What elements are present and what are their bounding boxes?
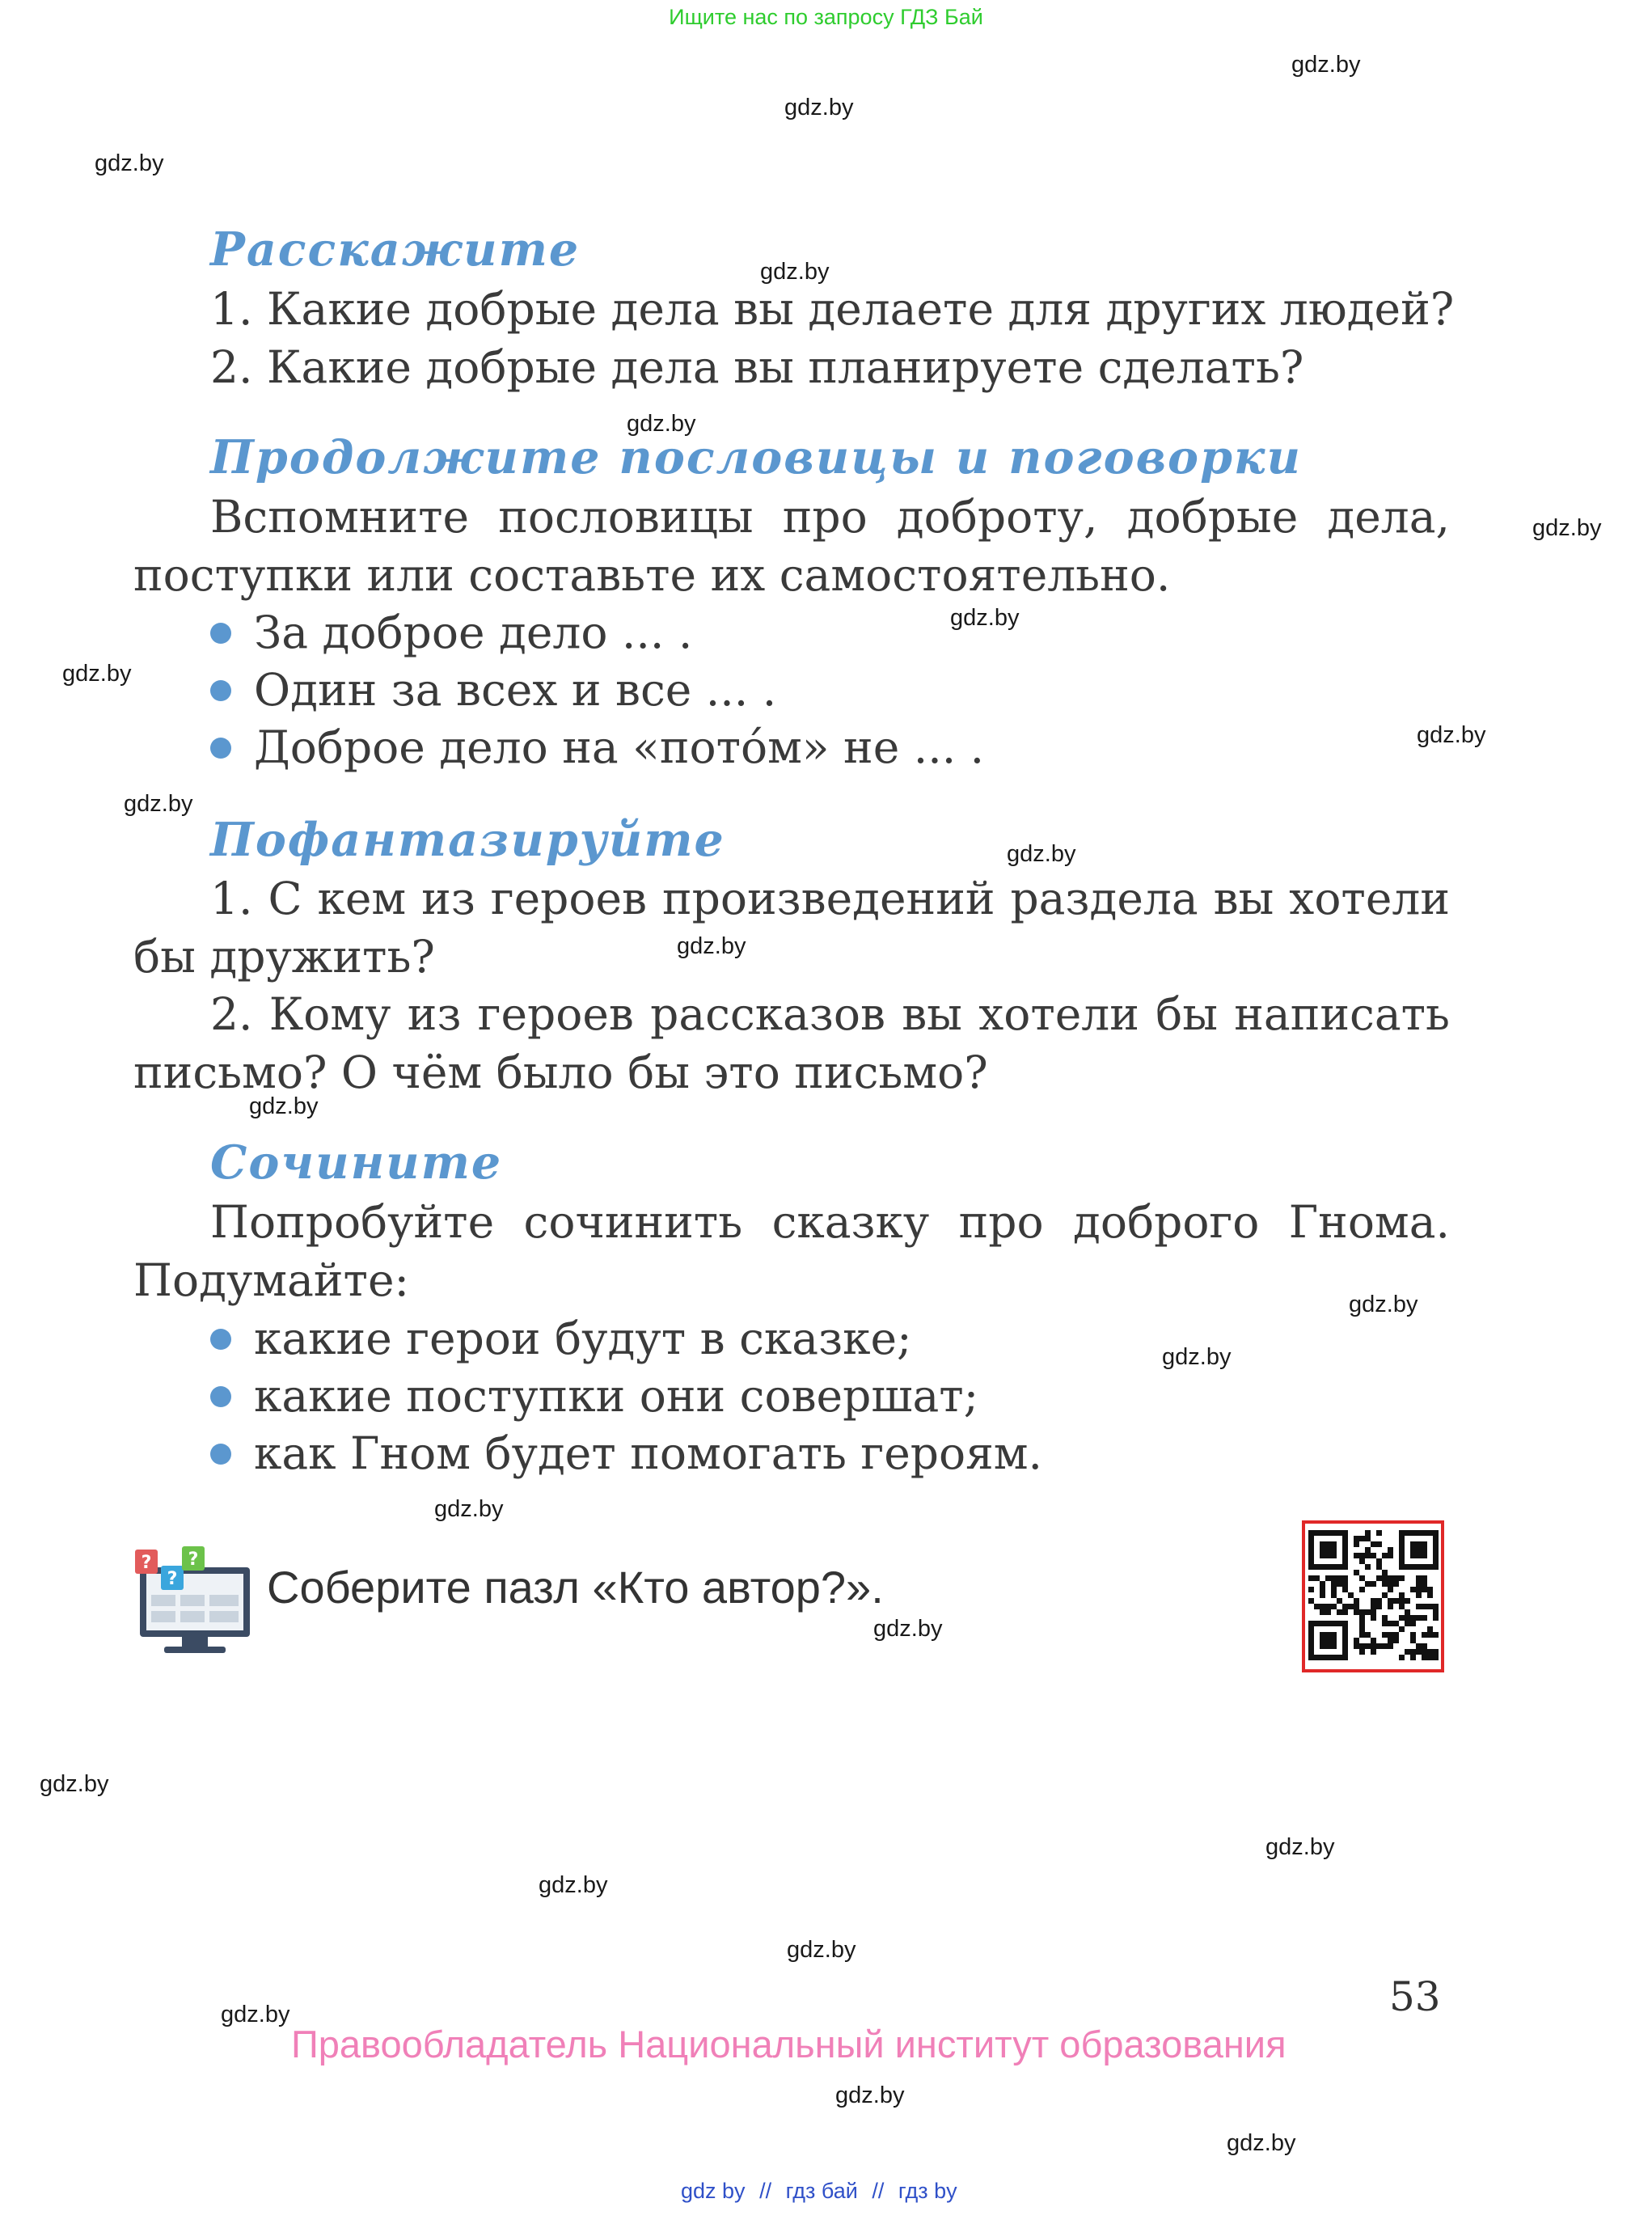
svg-text:?: ? xyxy=(141,1553,152,1573)
bullet-icon xyxy=(210,623,231,644)
watermark: gdz.by xyxy=(787,1937,856,1963)
proverb-item: За доброе дело ... . xyxy=(254,607,693,658)
watermark: gdz.by xyxy=(1162,1344,1232,1370)
bullet-icon xyxy=(210,1444,231,1465)
fantasy-question-2-line-1: 2. Кому из героев рассказов вы хотели бы написать xyxy=(210,988,1450,1040)
watermark: gdz.by xyxy=(1291,52,1361,78)
watermark: gdz.by xyxy=(62,661,132,687)
list-item xyxy=(210,603,692,662)
tell-question-2: 2. Какие добрые дела вы планируете сделать? xyxy=(210,341,1304,393)
link-gdz-by-cyr[interactable]: гдз by xyxy=(898,2179,957,2203)
watermark: gdz.by xyxy=(835,2082,905,2108)
link-gdz-by[interactable]: gdz by xyxy=(681,2179,746,2203)
fantasy-question-1-line-2: бы дружить? xyxy=(133,931,435,983)
link-gdz-bai[interactable]: гдз бай xyxy=(785,2179,858,2203)
watermark: gdz.by xyxy=(677,933,746,959)
list-item xyxy=(210,1424,1042,1482)
tell-question-1: 1. Какие добрые дела вы делаете для других людей? xyxy=(210,283,1455,335)
proverbs-intro-line-1: Вспомните пословицы про доброту, добрые дела, xyxy=(210,491,1450,543)
watermark: gdz.by xyxy=(221,2002,290,2027)
heading-proverbs: Продолжите пословицы и поговорки xyxy=(210,430,1302,484)
list-item xyxy=(210,718,984,776)
top-banner[interactable]: Ищите нас по запросу ГДЗ Бай xyxy=(669,5,983,29)
watermark: gdz.by xyxy=(1417,722,1486,748)
qr-code-icon[interactable] xyxy=(1302,1520,1444,1672)
compose-item: какие поступки они совершат; xyxy=(254,1370,979,1422)
fantasy-question-1-line-1: 1. С кем из героев произведений раздела вы хотели xyxy=(210,873,1450,924)
list-item xyxy=(210,661,776,719)
puzzle-link-text[interactable]: Соберите пазл «Кто автор?». xyxy=(267,1562,884,1613)
watermark: gdz.by xyxy=(1227,2130,1296,2156)
bullet-icon xyxy=(210,680,231,701)
watermark: gdz.by xyxy=(40,1771,109,1797)
proverbs-intro-line-2: поступки или составьте их самостоятельно. xyxy=(133,549,1171,601)
compose-line-1: Попробуйте сочинить сказку про доброго Гнома. xyxy=(210,1196,1450,1248)
list-item xyxy=(210,1367,978,1425)
watermark: gdz.by xyxy=(950,605,1020,631)
bullet-icon xyxy=(210,1386,231,1407)
watermark: gdz.by xyxy=(1532,515,1602,541)
watermark: gdz.by xyxy=(95,150,164,176)
link-separator: // xyxy=(872,2179,885,2203)
svg-text:?: ? xyxy=(188,1550,199,1570)
watermark: gdz.by xyxy=(784,95,854,121)
copyright-notice: Правообладатель Национальный институт образования xyxy=(291,2023,1287,2065)
heading-compose: Сочините xyxy=(210,1135,503,1190)
watermark: gdz.by xyxy=(760,259,830,285)
fantasy-question-2-line-2: письмо? О чём было бы это письмо? xyxy=(133,1046,988,1098)
bottom-links xyxy=(681,2179,957,2204)
heading-tell: Расскажите xyxy=(210,222,581,277)
monitor-puzzle-icon[interactable] xyxy=(133,1545,255,1658)
list-item xyxy=(210,1309,912,1368)
heading-fantasy: Пофантазируйте xyxy=(210,813,725,867)
watermark: gdz.by xyxy=(873,1616,943,1642)
watermark: gdz.by xyxy=(1349,1292,1418,1317)
page-number: 53 xyxy=(1389,1973,1441,2020)
proverb-item: Доброе дело на «пото́м» не ... . xyxy=(254,721,985,773)
proverb-item: Один за всех и все ... . xyxy=(254,664,777,716)
link-separator: // xyxy=(759,2179,772,2203)
compose-line-2: Подумайте: xyxy=(133,1254,410,1306)
compose-item: какие герои будут в сказке; xyxy=(254,1313,912,1364)
watermark: gdz.by xyxy=(249,1093,319,1119)
compose-item: как Гном будет помогать героям. xyxy=(254,1427,1043,1479)
watermark: gdz.by xyxy=(627,411,696,437)
bullet-icon xyxy=(210,738,231,759)
watermark: gdz.by xyxy=(1265,1834,1335,1860)
watermark: gdz.by xyxy=(124,791,193,817)
watermark: gdz.by xyxy=(1007,841,1076,867)
watermark: gdz.by xyxy=(539,1872,608,1898)
svg-text:?: ? xyxy=(167,1569,178,1589)
bullet-icon xyxy=(210,1329,231,1350)
watermark: gdz.by xyxy=(434,1496,504,1522)
